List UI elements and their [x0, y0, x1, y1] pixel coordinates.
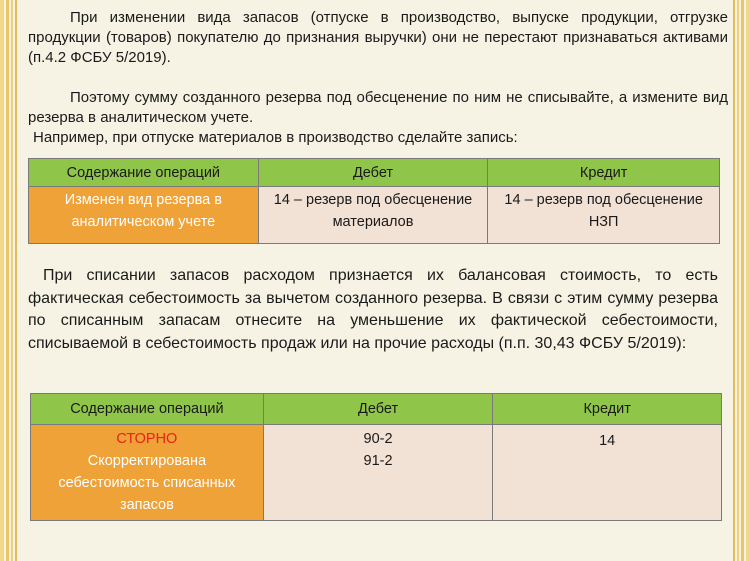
table-row — [29, 187, 720, 244]
table-header-row — [29, 159, 720, 187]
operation-cell: Изменен вид резерва в аналитическом учете — [29, 187, 259, 244]
operation-text: Скорректирована себестоимость списанных запасов — [58, 453, 236, 513]
header-debit: Дебет — [263, 394, 493, 425]
debit-cell: 14 – резерв под обесценение материалов — [258, 187, 488, 244]
header-operations: Содержание операций — [29, 159, 259, 187]
operation-cell — [31, 425, 264, 521]
table-header-row — [31, 394, 722, 425]
header-credit: Кредит — [493, 394, 722, 425]
paragraph-3: Например, при отпуске материалов в производство сделайте запись: — [33, 129, 518, 146]
table-storno — [30, 393, 722, 521]
table-reserve-change — [28, 158, 720, 244]
credit-cell: 14 – резерв под обесценение НЗП — [488, 187, 720, 244]
header-operations: Содержание операций — [31, 394, 264, 425]
credit-cell: 14 — [493, 425, 722, 521]
decorative-left-stripes — [0, 0, 20, 561]
storno-label: СТОРНО — [116, 431, 178, 447]
table-row — [31, 425, 722, 521]
header-credit: Кредит — [488, 159, 720, 187]
debit-cell — [263, 425, 493, 521]
debit-account-1: 90-2 — [363, 431, 393, 447]
paragraph-4: При списании запасов расходом признается их балансовая стоимость, то есть фактическая себестоимость за вычетом созданного резерва. В связи с этим сумму резерва по списанным запасам отнесите на уменьшение их фактической себестоимости, списываемой в себестоимость продаж или на прочие расходы (п.п. 30,43 ФСБУ 5/2019): — [28, 267, 718, 352]
header-debit: Дебет — [258, 159, 488, 187]
decorative-right-stripes — [730, 0, 750, 561]
paragraph-2: Поэтому сумму созданного резерва под обесценение по ним не списывайте, а измените вид резерва в аналитическом учете. — [28, 89, 728, 126]
debit-account-2: 91-2 — [363, 453, 393, 469]
paragraph-1: При изменении вида запасов (отпуске в производство, выпуске продукции, отгрузке продукции (товаров) покупателю до признания выручки) они не перестают признаваться активами (п.4.2 ФСБУ 5/2019). — [28, 9, 728, 66]
